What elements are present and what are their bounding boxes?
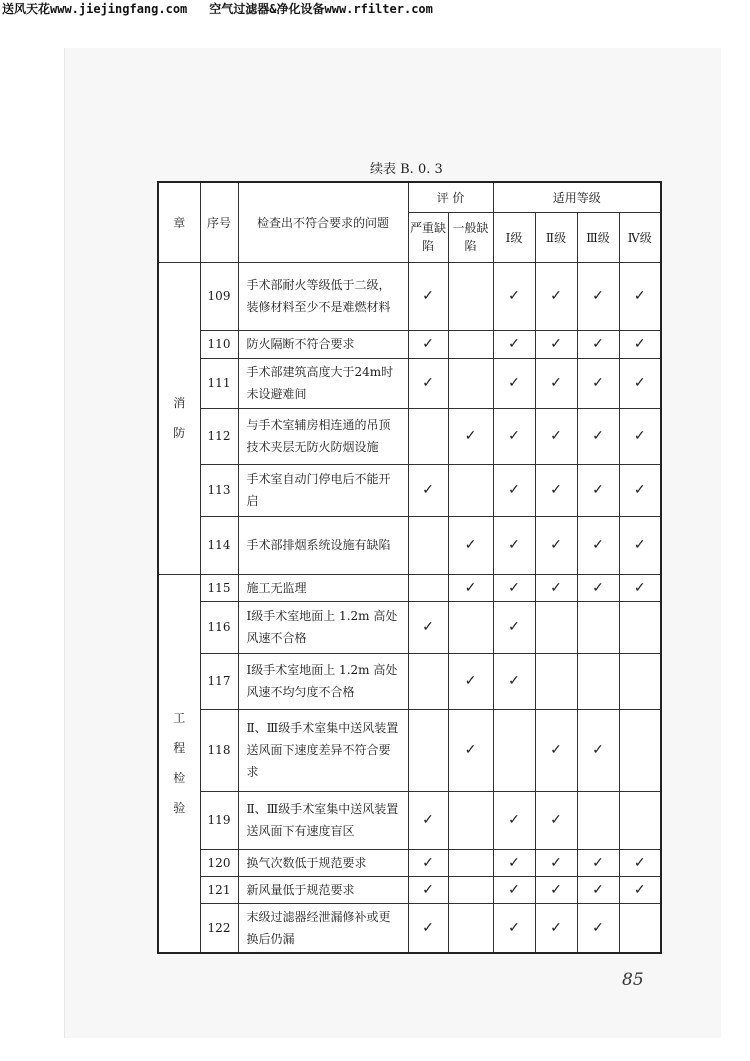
severe-cell	[408, 358, 448, 408]
check-mark-icon: ✓	[592, 482, 604, 498]
check-mark-icon: ✓	[422, 881, 434, 898]
table-header	[158, 182, 661, 262]
check-mark-icon: ✓	[592, 919, 604, 936]
table-row	[158, 876, 661, 903]
seq-cell: 120	[200, 849, 238, 876]
check-mark-icon: ✓	[422, 812, 434, 828]
problem-cell: 手术部排烟系统设施有缺陷	[238, 516, 408, 574]
severe-cell	[408, 408, 448, 464]
general-cell	[448, 903, 493, 953]
chapter-char: 验	[173, 801, 186, 815]
problem-cell: 末级过滤器经泄漏修补或更换后仍漏	[238, 903, 408, 953]
check-mark-icon: ✓	[508, 812, 520, 828]
table-row	[158, 709, 661, 791]
general-cell	[448, 464, 493, 516]
header-problem: 检查出不符合要求的问题	[238, 182, 408, 262]
severe-cell	[408, 574, 448, 601]
g2-cell	[535, 574, 577, 601]
g2-cell	[535, 330, 577, 358]
g4-cell	[619, 574, 661, 601]
g2-cell	[535, 903, 577, 953]
check-mark-icon: ✓	[422, 619, 434, 635]
header-evaluation: 评 价	[408, 182, 493, 212]
check-mark-icon: ✓	[550, 336, 562, 352]
chapter-char: 程	[173, 741, 186, 755]
g1-cell	[493, 330, 535, 358]
g4-cell	[619, 358, 661, 408]
g2-cell	[535, 464, 577, 516]
chapter-char: 检	[173, 771, 186, 785]
g4-cell	[619, 876, 661, 903]
check-mark-icon: ✓	[550, 288, 562, 304]
check-mark-icon: ✓	[592, 537, 604, 553]
g3-cell	[577, 358, 619, 408]
watermark-header	[2, 1, 433, 17]
check-mark-icon: ✓	[508, 375, 520, 391]
severe-cell	[408, 791, 448, 849]
g2-cell	[535, 791, 577, 849]
check-mark-icon: ✓	[592, 579, 604, 596]
check-mark-icon: ✓	[464, 579, 477, 596]
problem-cell: 手术室自动门停电后不能开启	[238, 464, 408, 516]
watermark-right: 空气过滤器&净化设备www.rfilter.com	[209, 2, 433, 16]
g1-cell	[493, 709, 535, 791]
general-cell	[448, 876, 493, 903]
severe-cell	[408, 709, 448, 791]
seq-cell: 116	[200, 601, 238, 653]
problem-cell: 换气次数低于规范要求	[238, 849, 408, 876]
seq-cell: 110	[200, 330, 238, 358]
page-number: 85	[622, 970, 644, 990]
g2-cell	[535, 849, 577, 876]
severe-cell	[408, 849, 448, 876]
g3-cell	[577, 464, 619, 516]
table-row	[158, 903, 661, 953]
check-mark-icon: ✓	[464, 537, 477, 553]
general-cell	[448, 358, 493, 408]
g4-cell	[619, 262, 661, 330]
g4-cell	[619, 330, 661, 358]
seq-cell: 111	[200, 358, 238, 408]
seq-cell: 114	[200, 516, 238, 574]
problem-cell: Ⅰ级手术室地面上 1.2m 高处风速不合格	[238, 601, 408, 653]
general-cell	[448, 791, 493, 849]
g3-cell	[577, 903, 619, 953]
g1-cell	[493, 903, 535, 953]
g4-cell	[619, 791, 661, 849]
check-mark-icon: ✓	[633, 854, 646, 871]
watermark-left: 送风天花www.jiejingfang.com	[2, 2, 188, 16]
problem-cell: Ⅰ级手术室地面上 1.2m 高处风速不均匀度不合格	[238, 653, 408, 709]
general-cell	[448, 330, 493, 358]
g4-cell	[619, 601, 661, 653]
check-mark-icon: ✓	[550, 482, 562, 498]
g1-cell	[493, 464, 535, 516]
table-row	[158, 653, 661, 709]
table-row	[158, 330, 661, 358]
chapter-char: 工	[173, 711, 186, 725]
header-grade-2: Ⅱ级	[535, 212, 577, 262]
check-mark-icon: ✓	[464, 673, 477, 689]
table-row	[158, 262, 661, 330]
g1-cell	[493, 516, 535, 574]
g4-cell	[619, 849, 661, 876]
general-cell	[448, 516, 493, 574]
chapter-char: 防	[173, 426, 186, 440]
header-seq: 序号	[200, 182, 238, 262]
g2-cell	[535, 601, 577, 653]
header-general: 一般缺陷	[448, 212, 493, 262]
general-cell	[448, 849, 493, 876]
seq-cell: 113	[200, 464, 238, 516]
check-mark-icon: ✓	[508, 482, 520, 498]
check-mark-icon: ✓	[592, 881, 604, 898]
check-mark-icon: ✓	[550, 579, 562, 596]
check-mark-icon: ✓	[633, 579, 646, 596]
g1-cell	[493, 262, 535, 330]
table-row	[158, 601, 661, 653]
g3-cell	[577, 574, 619, 601]
check-mark-icon: ✓	[508, 854, 520, 871]
problem-cell: 新风量低于规范要求	[238, 876, 408, 903]
check-mark-icon: ✓	[508, 288, 520, 304]
g1-cell	[493, 408, 535, 464]
chapter-cell	[158, 574, 200, 953]
g3-cell	[577, 876, 619, 903]
check-mark-icon: ✓	[508, 336, 520, 352]
g4-cell	[619, 903, 661, 953]
check-mark-icon: ✓	[508, 919, 520, 936]
problem-cell: 与手术室辅房相连通的吊顶技术夹层无防火防烟设施	[238, 408, 408, 464]
check-mark-icon: ✓	[550, 537, 562, 553]
check-mark-icon: ✓	[508, 619, 520, 635]
seq-cell: 117	[200, 653, 238, 709]
g3-cell	[577, 262, 619, 330]
problem-cell: Ⅱ、Ⅲ级手术室集中送风装置送风面下速度差异不符合要求	[238, 709, 408, 791]
header-severe: 严重缺陷	[408, 212, 448, 262]
g2-cell	[535, 516, 577, 574]
check-mark-icon: ✓	[422, 288, 434, 304]
severe-cell	[408, 464, 448, 516]
check-mark-icon: ✓	[592, 428, 604, 444]
g1-cell	[493, 653, 535, 709]
problem-cell: 手术部耐火等级低于二级，装修材料至少不是难燃材料	[238, 262, 408, 330]
check-mark-icon: ✓	[633, 375, 646, 391]
check-mark-icon: ✓	[464, 742, 477, 758]
g1-cell	[493, 574, 535, 601]
g3-cell	[577, 601, 619, 653]
check-mark-icon: ✓	[550, 428, 562, 444]
check-mark-icon: ✓	[633, 428, 646, 444]
g2-cell	[535, 709, 577, 791]
g3-cell	[577, 330, 619, 358]
check-mark-icon: ✓	[550, 881, 562, 898]
check-mark-icon: ✓	[508, 537, 520, 553]
table-row	[158, 358, 661, 408]
g4-cell	[619, 516, 661, 574]
seq-cell: 121	[200, 876, 238, 903]
table-row	[158, 791, 661, 849]
g2-cell	[535, 262, 577, 330]
check-mark-icon: ✓	[550, 812, 562, 828]
seq-cell: 112	[200, 408, 238, 464]
general-cell	[448, 653, 493, 709]
chapter-char: 消	[173, 396, 186, 410]
check-mark-icon: ✓	[592, 336, 604, 352]
check-mark-icon: ✓	[592, 742, 604, 758]
severe-cell	[408, 903, 448, 953]
check-mark-icon: ✓	[592, 375, 604, 391]
general-cell	[448, 408, 493, 464]
check-mark-icon: ✓	[592, 288, 604, 304]
g1-cell	[493, 791, 535, 849]
check-mark-icon: ✓	[508, 673, 520, 689]
g2-cell	[535, 358, 577, 408]
g4-cell	[619, 653, 661, 709]
g1-cell	[493, 876, 535, 903]
header-grades: 适用等级	[493, 182, 661, 212]
severe-cell	[408, 262, 448, 330]
seq-cell: 115	[200, 574, 238, 601]
severe-cell	[408, 601, 448, 653]
severe-cell	[408, 876, 448, 903]
check-mark-icon: ✓	[422, 375, 434, 391]
g1-cell	[493, 358, 535, 408]
g4-cell	[619, 709, 661, 791]
seq-cell: 122	[200, 903, 238, 953]
general-cell	[448, 574, 493, 601]
table-caption: 续表 B. 0. 3	[370, 162, 443, 177]
table-row	[158, 516, 661, 574]
check-mark-icon: ✓	[633, 288, 646, 304]
header-grade-3: Ⅲ级	[577, 212, 619, 262]
check-mark-icon: ✓	[422, 919, 434, 936]
problem-cell: Ⅱ、Ⅲ级手术室集中送风装置送风面下有速度盲区	[238, 791, 408, 849]
general-cell	[448, 601, 493, 653]
chapter-cell	[158, 262, 200, 574]
check-mark-icon: ✓	[592, 854, 604, 871]
check-mark-icon: ✓	[633, 336, 646, 352]
problem-cell: 施工无监理	[238, 574, 408, 601]
inspection-table	[157, 181, 662, 954]
check-mark-icon: ✓	[550, 919, 562, 936]
check-mark-icon: ✓	[550, 375, 562, 391]
header-grade-4: Ⅳ级	[619, 212, 661, 262]
table-body	[158, 262, 661, 953]
check-mark-icon: ✓	[508, 579, 520, 596]
check-mark-icon: ✓	[508, 881, 520, 898]
g2-cell	[535, 653, 577, 709]
check-mark-icon: ✓	[633, 881, 646, 898]
table-row	[158, 464, 661, 516]
seq-cell: 118	[200, 709, 238, 791]
check-mark-icon: ✓	[633, 482, 646, 498]
g3-cell	[577, 709, 619, 791]
g3-cell	[577, 653, 619, 709]
g2-cell	[535, 876, 577, 903]
check-mark-icon: ✓	[422, 336, 434, 352]
header-chapter: 章	[158, 182, 200, 262]
g4-cell	[619, 408, 661, 464]
g1-cell	[493, 849, 535, 876]
severe-cell	[408, 330, 448, 358]
g1-cell	[493, 601, 535, 653]
severe-cell	[408, 653, 448, 709]
g3-cell	[577, 849, 619, 876]
g3-cell	[577, 408, 619, 464]
problem-cell: 防火隔断不符合要求	[238, 330, 408, 358]
g3-cell	[577, 516, 619, 574]
check-mark-icon: ✓	[422, 482, 434, 498]
header-grade-1: Ⅰ级	[493, 212, 535, 262]
check-mark-icon: ✓	[464, 428, 477, 444]
problem-cell: 手术部建筑高度大于24m时未设避难间	[238, 358, 408, 408]
g3-cell	[577, 791, 619, 849]
seq-cell: 119	[200, 791, 238, 849]
table-row	[158, 408, 661, 464]
seq-cell: 109	[200, 262, 238, 330]
severe-cell	[408, 516, 448, 574]
check-mark-icon: ✓	[508, 428, 520, 444]
check-mark-icon: ✓	[633, 537, 646, 553]
check-mark-icon: ✓	[422, 854, 434, 871]
general-cell	[448, 709, 493, 791]
check-mark-icon: ✓	[550, 742, 562, 758]
general-cell	[448, 262, 493, 330]
check-mark-icon: ✓	[550, 854, 562, 871]
table-row	[158, 574, 661, 601]
g2-cell	[535, 408, 577, 464]
g4-cell	[619, 464, 661, 516]
table-row	[158, 849, 661, 876]
